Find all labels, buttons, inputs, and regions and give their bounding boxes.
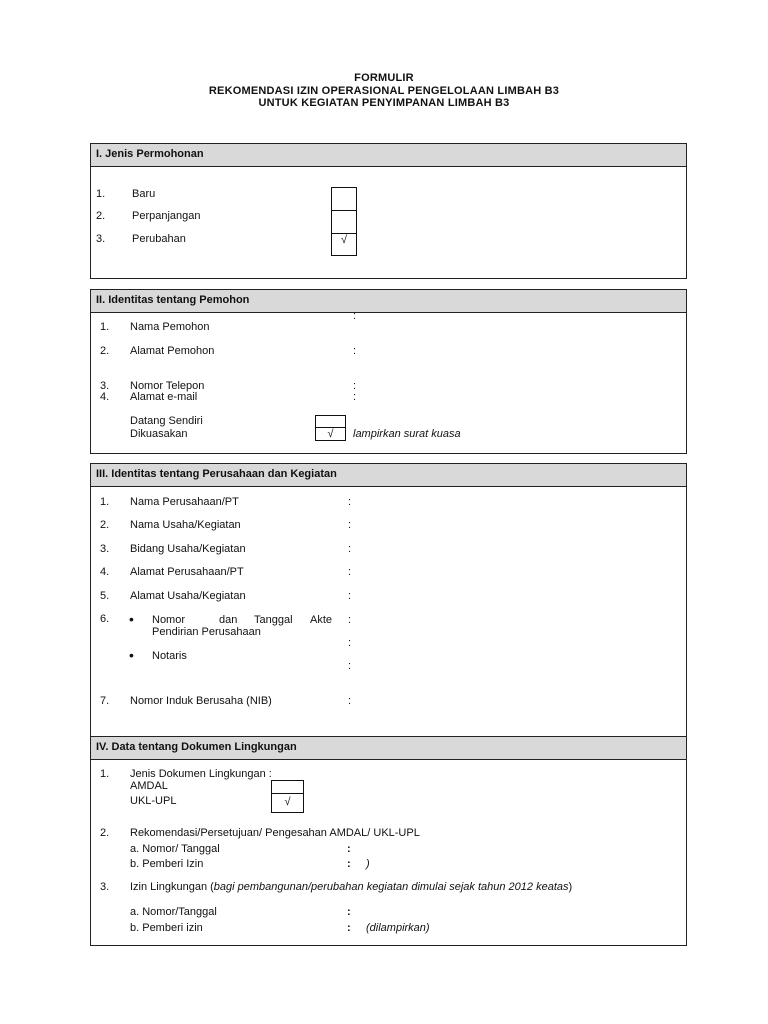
colon: : <box>348 637 352 649</box>
item-number: 6. <box>100 613 110 625</box>
colon: : <box>347 843 351 855</box>
colon: : <box>348 660 352 672</box>
form-subtitle-2: UNTUK KEGIATAN PENYIMPANAN LIMBAH B3 <box>258 97 510 109</box>
bullet-icon: • <box>129 647 134 663</box>
item-number: 2. <box>100 345 110 357</box>
checkbox-dikuasakan[interactable]: √ <box>315 427 346 441</box>
item-number: 4. <box>100 566 110 578</box>
pemberi-izin-value: ) <box>366 858 370 870</box>
colon: : <box>348 496 352 508</box>
alamat-perusahaan-label: Alamat Perusahaan/PT <box>130 566 244 578</box>
colon: : <box>353 310 357 322</box>
colon: : <box>348 695 352 707</box>
item-number: 3. <box>100 881 110 893</box>
section-header <box>91 737 686 760</box>
item-number: 3. <box>100 543 110 555</box>
section-header <box>91 144 686 167</box>
nomor-telepon-label: Nomor Telepon <box>130 380 205 392</box>
colon: : <box>347 906 351 918</box>
izin-lingkungan-text: Izin Lingkungan ( <box>130 881 214 893</box>
section-title: II. Identitas tentang Pemohon <box>96 294 250 306</box>
alamat-usaha-label: Alamat Usaha/Kegiatan <box>130 590 246 602</box>
section-title: III. Identitas tentang Perusahaan dan Kegiatan <box>96 468 337 480</box>
checkbox-perpanjangan[interactable] <box>331 210 357 234</box>
section-title: IV. Data tentang Dokumen Lingkungan <box>96 741 297 753</box>
option-baru-label: Baru <box>132 188 156 200</box>
izin-nomor-tanggal-label: a. Nomor/Tanggal <box>130 906 217 918</box>
bidang-usaha-label: Bidang Usaha/Kegiatan <box>130 543 246 555</box>
akte-word: Tanggal <box>254 614 293 626</box>
notaris-label: Notaris <box>152 650 187 662</box>
colon: : <box>348 590 352 602</box>
section-header <box>91 290 686 313</box>
nib-label: Nomor Induk Berusaha (NIB) <box>130 695 272 707</box>
colon: : <box>348 566 352 578</box>
akte-label-line2: Pendirian Perusahaan <box>152 626 261 638</box>
item-number: 2. <box>100 827 110 839</box>
lampirkan-note: lampirkan surat kuasa <box>353 428 461 440</box>
item-number: 2. <box>96 210 106 222</box>
alamat-email-label: Alamat e-mail <box>130 391 198 403</box>
pemberi-izin-label: b. Pemberi Izin <box>130 858 204 870</box>
item-number: 3. <box>96 233 106 245</box>
colon: : <box>353 345 357 357</box>
colon: : <box>348 614 352 626</box>
item-number: 1. <box>96 188 106 200</box>
dikuasakan-label: Dikuasakan <box>130 428 188 440</box>
rekomendasi-label: Rekomendasi/Persetujuan/ Pengesahan AMDAL/ UKL-UPL <box>130 827 420 839</box>
colon: : <box>353 380 357 392</box>
akte-word: Nomor <box>152 614 186 626</box>
colon: : <box>353 391 357 403</box>
checkbox-amdal[interactable] <box>271 780 304 794</box>
nama-perusahaan-label: Nama Perusahaan/PT <box>130 496 239 508</box>
colon: : <box>348 543 352 555</box>
bullet-icon: • <box>129 611 134 627</box>
colon: : <box>347 858 351 870</box>
akte-word: dan <box>219 614 238 626</box>
checkbox-baru[interactable] <box>331 187 357 211</box>
item-number: 1. <box>100 321 110 333</box>
option-perpanjangan-label: Perpanjangan <box>132 210 201 222</box>
colon: : <box>347 922 351 934</box>
item-number: 5. <box>100 590 110 602</box>
section-title: I. Jenis Permohonan <box>96 148 204 160</box>
option-perubahan-label: Perubahan <box>132 233 186 245</box>
form-subtitle-1: REKOMENDASI IZIN OPERASIONAL PENGELOLAAN LIMBAH B3 <box>208 85 560 97</box>
item-number: 7. <box>100 695 110 707</box>
nomor-tanggal-label: a. Nomor/ Tanggal <box>130 843 220 855</box>
section-header <box>91 464 686 487</box>
izin-lingkungan-label <box>130 881 572 894</box>
item-number: 2. <box>100 519 110 531</box>
dilampirkan-note: (dilampirkan) <box>366 922 430 934</box>
colon: : <box>348 519 352 531</box>
form-title: FORMULIR <box>354 72 414 84</box>
jenis-dokumen-label: Jenis Dokumen Lingkungan : <box>130 768 272 780</box>
uklupl-label: UKL-UPL <box>130 795 177 807</box>
alamat-pemohon-label: Alamat Pemohon <box>130 345 215 357</box>
checkbox-uklupl[interactable]: √ <box>271 793 304 813</box>
datang-sendiri-label: Datang Sendiri <box>130 415 203 427</box>
checkbox-perubahan[interactable]: √ <box>331 233 357 256</box>
item-number: 1. <box>100 768 110 780</box>
nama-usaha-label: Nama Usaha/Kegiatan <box>130 519 241 531</box>
izin-lingkungan-note: bagi pembangunan/perubahan kegiatan dimulai sejak tahun 2012 keatas <box>213 881 569 893</box>
izin-lingkungan-close: ) <box>568 881 573 893</box>
izin-pemberi-label: b. Pemberi izin <box>130 922 203 934</box>
akte-word: Akte <box>310 614 333 626</box>
item-number: 1. <box>100 496 110 508</box>
nama-pemohon-label: Nama Pemohon <box>130 321 210 333</box>
item-number: 4. <box>100 391 110 403</box>
amdal-label: AMDAL <box>130 780 168 792</box>
item-number: 3. <box>100 380 110 392</box>
